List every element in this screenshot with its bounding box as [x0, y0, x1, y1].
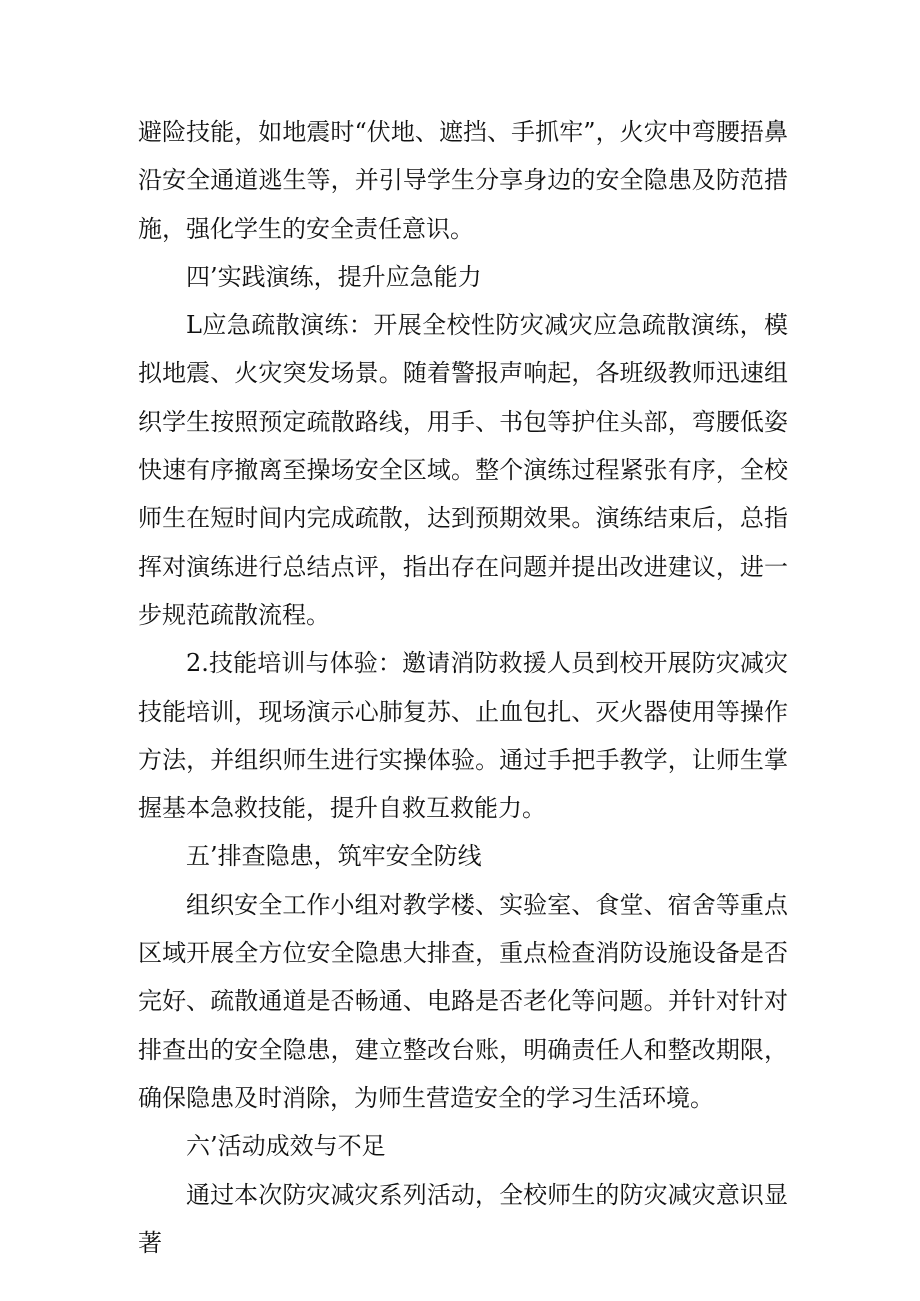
body-paragraph: L应急疏散演练：开展全校性防灾减灾应急疏散演练，模拟地震、火灾突发场景。随着警报声响起，各班级教师迅速组织学生按照预定疏散路线，用手、书包等护住头部，弯腰低姿快速有序撤离至操场安全区域。整个演练过程紧张有序，全校师生在短时间内完成疏散，达到预期效果。演练结束后，总指挥对演练进行总结点评，指出存在问题并提出改进建议，进一步规范疏散流程。 — [138, 311, 788, 629]
section-heading: 五’排查隐患，筑牢安全防线 — [186, 842, 482, 871]
body-paragraph: 组织安全工作小组对教学楼、实验室、食堂、宿舍等重点区域开展全方位安全隐患大排查，重点检查消防设施设备是否完好、疏散通道是否畅通、电路是否老化等问题。并针对针对排查出的安全隐患，建立整改台账，明确责任人和整改期限，确保隐患及时消除，为师生营造安全的学习生活环境。 — [138, 890, 788, 1112]
document-body — [138, 108, 788, 1267]
body-paragraph: 通过本次防灾减灾系列活动，全校师生的防灾减灾意识显著 — [138, 1180, 788, 1257]
section-heading: 四’实践演练，提升应急能力 — [186, 262, 482, 291]
body-paragraph: 避险技能，如地震时“伏地、遮挡、手抓牢”，火灾中弯腰捂鼻沿安全通道逃生等，并引导学生分享身边的安全隐患及防范措施，强化学生的安全责任意识。 — [138, 118, 788, 243]
body-paragraph: 2.技能培训与体验：邀请消防救援人员到校开展防灾减灾技能培训，现场演示心肺复苏、止血包扎、灭火器使用等操作方法，并组织师生进行实操体验。通过手把手教学，让师生掌握基本急救技能，提升自救互救能力。 — [138, 649, 788, 823]
section-heading: 六’活动成效与不足 — [186, 1132, 386, 1161]
